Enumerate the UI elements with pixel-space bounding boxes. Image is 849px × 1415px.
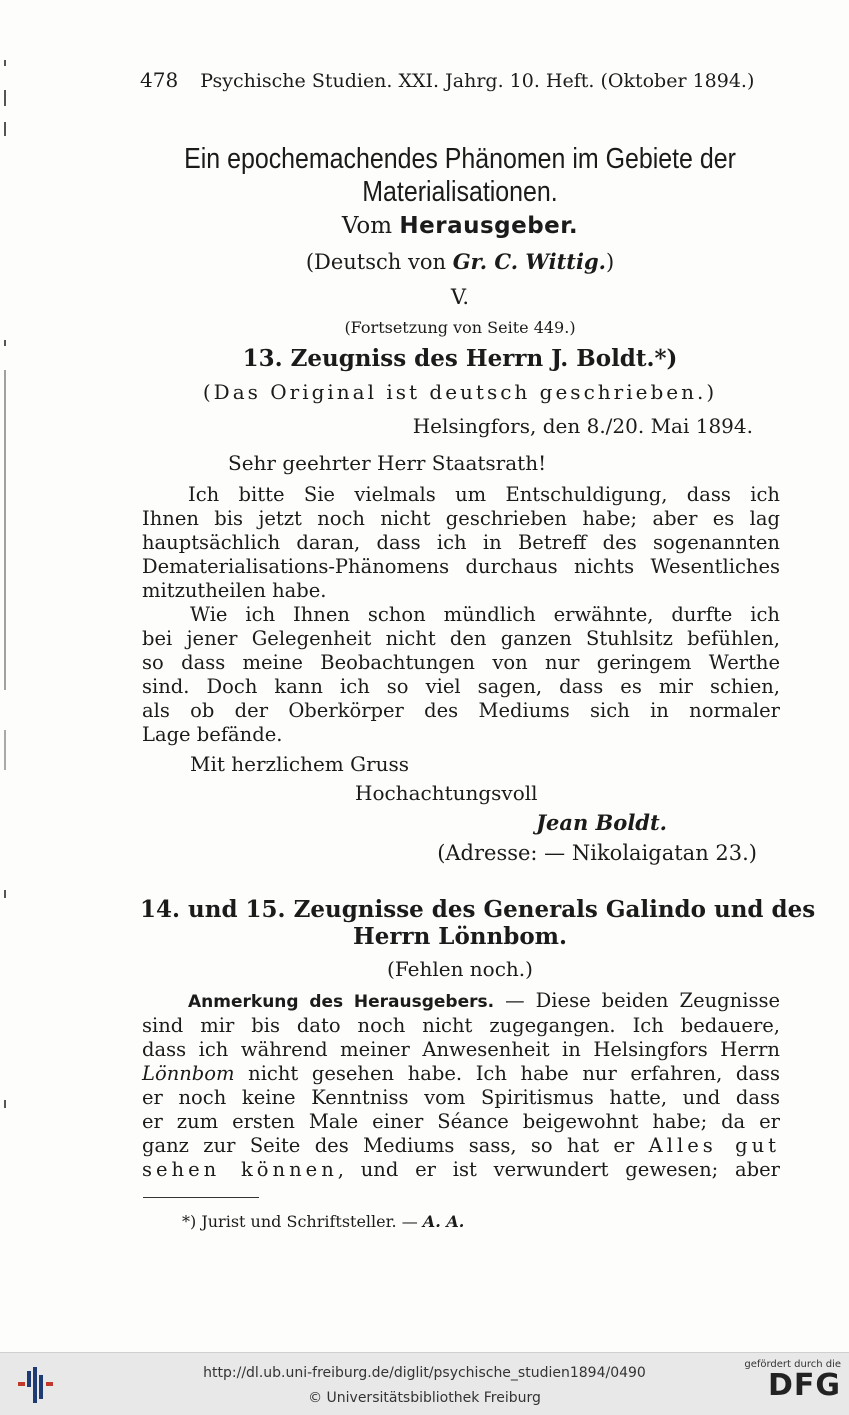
- signature: Jean Boldt.: [536, 810, 667, 835]
- text-line: [142, 989, 780, 1014]
- salutation: Sehr geehrter Herr Staatsrath!: [228, 451, 547, 475]
- text-line: [142, 1062, 780, 1086]
- copyright-notice: © Universitätsbibliothek Freiburg: [308, 1390, 541, 1406]
- spaced-emphasis: sehen können: [142, 1158, 338, 1181]
- text-line: sind. Doch kann ich so viel sagen, dass es mir schien,: [142, 675, 780, 698]
- closing-greeting: Mit herzlichem Gruss: [190, 752, 410, 776]
- text-line: bei jener Gelegenheit nicht den ganzen Stuhlsitz befühlen,: [142, 627, 780, 650]
- article-title-line2: Materialisationen.: [362, 176, 558, 208]
- page-number: 478: [140, 68, 179, 92]
- running-header: [140, 68, 780, 92]
- byline-prefix: Vom: [341, 213, 393, 239]
- editor-note: [142, 989, 780, 1182]
- spaced-emphasis: Alles gut: [648, 1134, 780, 1157]
- text-line: Ihnen bis jetzt noch nicht geschrieben habe; aber es lag: [142, 507, 780, 530]
- funder-caption: gefördert durch die: [744, 1359, 841, 1370]
- testimony-14-heading-line1: 14. und 15. Zeugnisse des Generals Galindo und des: [140, 896, 816, 923]
- text-line: Wie ich Ihnen schon mündlich erwähnte, durfte ich: [190, 603, 780, 626]
- text-line: Lage befände.: [142, 723, 283, 746]
- running-title: Psychische Studien. XXI. Jahrg. 10. Heft. (Oktober 1894.): [200, 70, 755, 92]
- person-name: Lönnbom: [142, 1062, 235, 1085]
- footnote-text: *) Jurist und Schriftsteller. —: [182, 1212, 423, 1231]
- text-line: [142, 1158, 780, 1182]
- article-title-line1: Ein epochemachendes Phänomen im Gebiete der: [184, 143, 736, 175]
- text-line: Ich bitte Sie vielmals um Entschuldigung, dass ich: [188, 483, 780, 506]
- byline: [140, 213, 780, 239]
- footnote-initials: A. A.: [422, 1212, 465, 1231]
- continuation-note: (Fortsetzung von Seite 449.): [344, 318, 576, 337]
- text-line: so dass meine Beobachtungen von nur geringem Werthe: [142, 651, 780, 674]
- text-fragment: ganz zur Seite des Mediums sass, so hat er: [142, 1134, 649, 1157]
- place-date: Helsingfors, den 8./20. Mai 1894.: [412, 414, 753, 438]
- note-label: Anmerkung des Herausgebers.: [188, 992, 495, 1012]
- text-line: er zum ersten Male einer Séance beigewohnt habe; da er: [142, 1110, 780, 1133]
- section-numeral: V.: [450, 285, 470, 309]
- byline-name: Herausgeber.: [399, 213, 579, 239]
- text-line: als ob der Oberkörper des Mediums sich in normaler: [142, 699, 780, 722]
- translator-line: [140, 249, 780, 274]
- translator-suffix: ): [605, 250, 615, 274]
- text-line: sind mir bis dato noch nicht zugegangen. Ich bedauere,: [142, 1014, 780, 1037]
- letter-paragraph-1: [142, 483, 780, 603]
- testimony-13-heading: 13. Zeugniss des Herrn J. Boldt.*): [242, 345, 678, 372]
- dfg-logo: [743, 1359, 841, 1411]
- text-line: dass ich während meiner Anwesenheit in Helsingfors Herrn: [142, 1038, 780, 1061]
- testimony-14-heading-line2: Herrn Lönnbom.: [352, 923, 568, 950]
- text-fragment: nicht gesehen habe. Ich habe nur erfahren, dass: [234, 1062, 780, 1085]
- footnote-rule: [143, 1197, 259, 1198]
- translator-prefix: (Deutsch von: [305, 250, 447, 274]
- text-line: mitzutheilen habe.: [142, 579, 327, 602]
- text-fragment: — Diese beiden Zeugnisse: [494, 989, 781, 1012]
- text-line: er noch keine Kenntniss vom Spiritismus hatte, und dass: [142, 1086, 780, 1109]
- testimony-status: (Fehlen noch.): [387, 957, 533, 981]
- regards: Hochachtungsvoll: [355, 781, 538, 805]
- translator-name: Gr. C. Wittig.: [452, 249, 606, 274]
- scan-margin-marks: [4, 40, 10, 1140]
- permalink-url[interactable]: http://dl.ub.uni-freiburg.de/diglit/psychische_studien1894/0490: [203, 1365, 646, 1381]
- funder-logo-text: DFG: [767, 1368, 841, 1403]
- footnote: [182, 1212, 464, 1231]
- text-line: [142, 1134, 780, 1158]
- sender-address: (Adresse: — Nikolaigatan 23.): [437, 841, 757, 865]
- text-line: Dematerialisations-Phänomens durchaus nichts Wesentliches: [142, 555, 780, 578]
- letter-paragraph-2: [142, 603, 780, 747]
- viewer-footer: [0, 1352, 849, 1415]
- original-language-note: (Das Original ist deutsch geschrieben.): [202, 380, 718, 404]
- text-fragment: , und er ist verwundert gewesen; aber: [337, 1158, 780, 1181]
- text-line: hauptsächlich daran, dass ich in Betreff des sogenannten: [142, 531, 780, 554]
